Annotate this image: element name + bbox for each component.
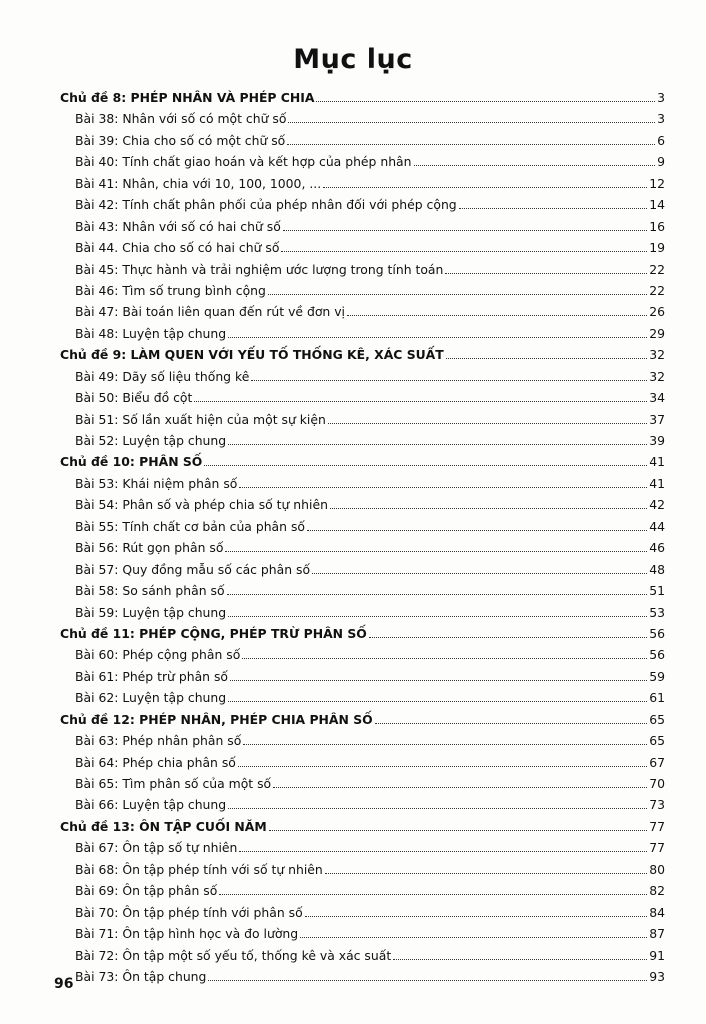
- lesson-title: Bài 73: Ôn tập chung: [75, 968, 207, 984]
- toc-lesson-row: [60, 259, 665, 280]
- lesson-title: Bài 39: Chia cho số có một chữ số: [75, 132, 286, 148]
- toc-lesson-row: [60, 130, 665, 151]
- dot-leader: [228, 337, 647, 338]
- dot-leader: [414, 165, 656, 166]
- toc-lesson-row: [60, 173, 665, 194]
- lesson-title: Bài 46: Tìm số trung bình cộng: [75, 282, 266, 298]
- dot-leader: [238, 766, 647, 767]
- dot-leader: [230, 680, 647, 681]
- dot-leader: [393, 959, 647, 960]
- dot-leader: [328, 423, 647, 424]
- dot-leader: [194, 401, 647, 402]
- lesson-title: Bài 43: Nhân với số có hai chữ số: [75, 218, 281, 234]
- lesson-title: Bài 53: Khái niệm phân số: [75, 475, 238, 491]
- toc-chapter-row: [60, 344, 665, 365]
- chapter-title: Chủ đề 13: ÔN TẬP CUỐI NĂM: [60, 818, 267, 834]
- toc-lesson-row: [60, 430, 665, 451]
- toc-page-number: 80: [649, 861, 665, 877]
- lesson-title: Bài 40: Tính chất giao hoán và kết hợp của phép nhân: [75, 154, 412, 170]
- lesson-title: Bài 65: Tìm phân số của một số: [75, 776, 272, 791]
- table-of-contents: [60, 87, 665, 987]
- toc-lesson-row: [60, 194, 665, 215]
- lesson-title: Bài 42: Tính chất phân phối của phép nhân đối với phép cộng: [75, 197, 457, 213]
- lesson-title: Bài 71: Ôn tập hình học và đo lường: [75, 926, 299, 942]
- dot-leader: [243, 744, 647, 745]
- dot-leader: [445, 273, 647, 274]
- toc-page-number: 70: [649, 776, 665, 791]
- chapter-title: Chủ đề 8: PHÉP NHÂN VÀ PHÉP CHIA: [60, 90, 315, 105]
- dot-leader: [316, 101, 655, 102]
- lesson-title: Bài 58: So sánh phân số: [75, 583, 225, 599]
- lesson-title: Bài 60: Phép cộng phân số: [75, 647, 241, 663]
- lesson-title: Bài 57: Quy đồng mẫu số các phân số: [75, 561, 311, 577]
- toc-lesson-row: [60, 602, 665, 623]
- toc-page-number: 44: [649, 518, 665, 534]
- toc-page-number: 87: [649, 926, 665, 942]
- dot-leader: [323, 187, 647, 188]
- toc-page-number: 12: [649, 175, 665, 191]
- dot-leader: [459, 208, 648, 209]
- page-title: Mục lục: [293, 44, 413, 75]
- lesson-title: Bài 56: Rút gọn phân số: [75, 540, 224, 556]
- lesson-title: Bài 63: Phép nhân phân số: [75, 733, 242, 749]
- toc-page-number: 48: [649, 561, 665, 577]
- toc-lesson-row: [60, 752, 665, 773]
- dot-leader: [242, 658, 647, 659]
- lesson-title: Bài 67: Ôn tập số tự nhiên: [75, 840, 238, 856]
- toc-lesson-row: [60, 280, 665, 301]
- toc-page-number: 77: [649, 840, 665, 856]
- toc-lesson-row: [60, 666, 665, 687]
- lesson-title: Bài 68: Ôn tập phép tính với số tự nhiên: [75, 861, 323, 877]
- toc-page-number: 82: [649, 883, 665, 899]
- dot-leader: [330, 508, 647, 509]
- toc-lesson-row: [60, 837, 665, 858]
- toc-lesson-row: [60, 537, 665, 558]
- dot-leader: [208, 980, 647, 981]
- toc-page-number: 39: [649, 433, 665, 448]
- toc-lesson-row: [60, 644, 665, 665]
- dot-leader: [228, 808, 647, 809]
- toc-lesson-row: [60, 366, 665, 387]
- lesson-title: Bài 54: Phân số và phép chia số tự nhiên: [75, 497, 328, 513]
- toc-page-number: 32: [649, 368, 665, 384]
- toc-chapter-row: [60, 87, 665, 108]
- toc-lesson-row: [60, 151, 665, 172]
- lesson-title: Bài 45: Thực hành và trải nghiệm ước lượng trong tính toán: [75, 261, 444, 277]
- toc-lesson-row: [60, 516, 665, 537]
- toc-page-number: 26: [649, 304, 665, 320]
- lesson-title: Bài 47: Bài toán liên quan đến rút về đơn vị: [75, 304, 345, 320]
- toc-page-number: 9: [657, 154, 665, 170]
- dot-leader: [307, 530, 647, 531]
- dot-leader: [219, 894, 647, 895]
- toc-page-number: 16: [649, 218, 665, 234]
- lesson-title: Bài 51: Số lần xuất hiện của một sự kiện: [75, 411, 326, 427]
- toc-page-number: 37: [649, 411, 665, 427]
- toc-page-number: 22: [649, 282, 665, 298]
- dot-leader: [312, 573, 647, 574]
- toc-page-number: 41: [649, 475, 665, 491]
- chapter-title: Chủ đề 11: PHÉP CỘNG, PHÉP TRỪ PHÂN SỐ: [60, 625, 367, 641]
- toc-lesson-row: [60, 409, 665, 430]
- toc-lesson-row: [60, 966, 665, 987]
- toc-lesson-row: [60, 237, 665, 258]
- lesson-title: Bài 38: Nhân với số có một chữ số: [75, 111, 287, 127]
- toc-page-number: 22: [649, 261, 665, 277]
- toc-lesson-row: [60, 494, 665, 515]
- dot-leader: [204, 465, 647, 466]
- lesson-title: Bài 62: Luyện tập chung: [75, 690, 227, 706]
- dot-leader: [273, 787, 647, 788]
- toc-lesson-row: [60, 730, 665, 751]
- toc-page-number: 3: [657, 90, 665, 105]
- dot-leader: [347, 315, 647, 316]
- toc-lesson-row: [60, 859, 665, 880]
- dot-leader: [268, 294, 647, 295]
- lesson-title: Bài 59: Luyện tập chung: [75, 604, 227, 620]
- toc-lesson-row: [60, 687, 665, 708]
- toc-lesson-row: [60, 794, 665, 815]
- toc-lesson-row: [60, 473, 665, 494]
- toc-lesson-row: [60, 773, 665, 794]
- toc-chapter-row: [60, 623, 665, 644]
- toc-chapter-row: [60, 816, 665, 837]
- lesson-title: Bài 69: Ôn tập phân số: [75, 883, 218, 899]
- lesson-title: Bài 72: Ôn tập một số yếu tố, thống kê và xác suất: [75, 947, 392, 963]
- toc-lesson-row: [60, 880, 665, 901]
- dot-leader: [228, 444, 647, 445]
- lesson-title: Bài 50: Biểu đồ cột: [75, 390, 193, 406]
- lesson-title: Bài 70: Ôn tập phép tính với phân số: [75, 904, 303, 920]
- toc-lesson-row: [60, 902, 665, 923]
- chapter-title: Chủ đề 10: PHÂN SỐ: [60, 454, 203, 470]
- lesson-title: Bài 49: Dãy số liệu thống kê: [75, 368, 250, 384]
- lesson-title: Bài 66: Luyện tập chung: [75, 797, 227, 813]
- toc-page-number: 34: [649, 390, 665, 406]
- lesson-title: Bài 52: Luyện tập chung: [75, 433, 227, 448]
- dot-leader: [446, 358, 648, 359]
- dot-leader: [287, 144, 655, 145]
- dot-leader: [251, 380, 647, 381]
- dot-leader: [281, 251, 647, 252]
- toc-page-number: 59: [649, 668, 665, 684]
- toc-page-number: 77: [649, 818, 665, 834]
- dot-leader: [325, 873, 647, 874]
- toc-lesson-row: [60, 301, 665, 322]
- toc-page-number: 56: [649, 625, 665, 641]
- toc-page-number: 3: [657, 111, 665, 127]
- toc-page-number: 84: [649, 904, 665, 920]
- toc-page-number: 56: [649, 647, 665, 663]
- toc-lesson-row: [60, 216, 665, 237]
- toc-lesson-row: [60, 323, 665, 344]
- dot-leader: [300, 937, 647, 938]
- toc-page-number: 61: [649, 690, 665, 706]
- toc-chapter-row: [60, 709, 665, 730]
- toc-page-number: 51: [649, 583, 665, 599]
- page-number: 96: [54, 976, 74, 992]
- toc-page-number: 14: [649, 197, 665, 213]
- toc-page-number: 6: [657, 132, 665, 148]
- dot-leader: [375, 723, 648, 724]
- dot-leader: [228, 616, 647, 617]
- dot-leader: [283, 230, 647, 231]
- lesson-title: Bài 44. Chia cho số có hai chữ số: [75, 240, 280, 256]
- chapter-title: Chủ đề 12: PHÉP NHÂN, PHÉP CHIA PHÂN SỐ: [60, 711, 373, 727]
- toc-page-number: 42: [649, 497, 665, 513]
- toc-page-number: 32: [649, 347, 665, 363]
- dot-leader: [228, 701, 647, 702]
- toc-page-number: 65: [649, 733, 665, 749]
- chapter-title: Chủ đề 9: LÀM QUEN VỚI YẾU TỐ THỐNG KÊ, XÁC SUẤT: [60, 347, 444, 363]
- dot-leader: [288, 122, 655, 123]
- toc-page-number: 73: [649, 797, 665, 813]
- toc-chapter-row: [60, 451, 665, 472]
- dot-leader: [239, 851, 647, 852]
- dot-leader: [227, 594, 648, 595]
- toc-page-number: 46: [649, 540, 665, 556]
- dot-leader: [269, 830, 648, 831]
- dot-leader: [305, 916, 648, 917]
- toc-lesson-row: [60, 108, 665, 129]
- toc-lesson-row: [60, 945, 665, 966]
- dot-leader: [369, 637, 647, 638]
- toc-page-number: 29: [649, 325, 665, 341]
- lesson-title: Bài 55: Tính chất cơ bản của phân số: [75, 518, 305, 534]
- lesson-title: Bài 48: Luyện tập chung: [75, 325, 227, 341]
- toc-page-number: 41: [649, 454, 665, 470]
- toc-page-number: 67: [649, 754, 665, 770]
- lesson-title: Bài 61: Phép trừ phân số: [75, 668, 228, 684]
- toc-lesson-row: [60, 559, 665, 580]
- toc-page-number: 65: [649, 711, 665, 727]
- toc-page-number: 19: [649, 240, 665, 256]
- toc-lesson-row: [60, 923, 665, 944]
- toc-page-number: 53: [649, 604, 665, 620]
- lesson-title: Bài 41: Nhân, chia với 10, 100, 1000, ...: [75, 175, 322, 191]
- toc-lesson-row: [60, 387, 665, 408]
- lesson-title: Bài 64: Phép chia phân số: [75, 754, 236, 770]
- dot-leader: [239, 487, 647, 488]
- toc-page-number: 91: [649, 947, 665, 963]
- dot-leader: [225, 551, 647, 552]
- toc-page-number: 93: [649, 968, 665, 984]
- toc-lesson-row: [60, 580, 665, 601]
